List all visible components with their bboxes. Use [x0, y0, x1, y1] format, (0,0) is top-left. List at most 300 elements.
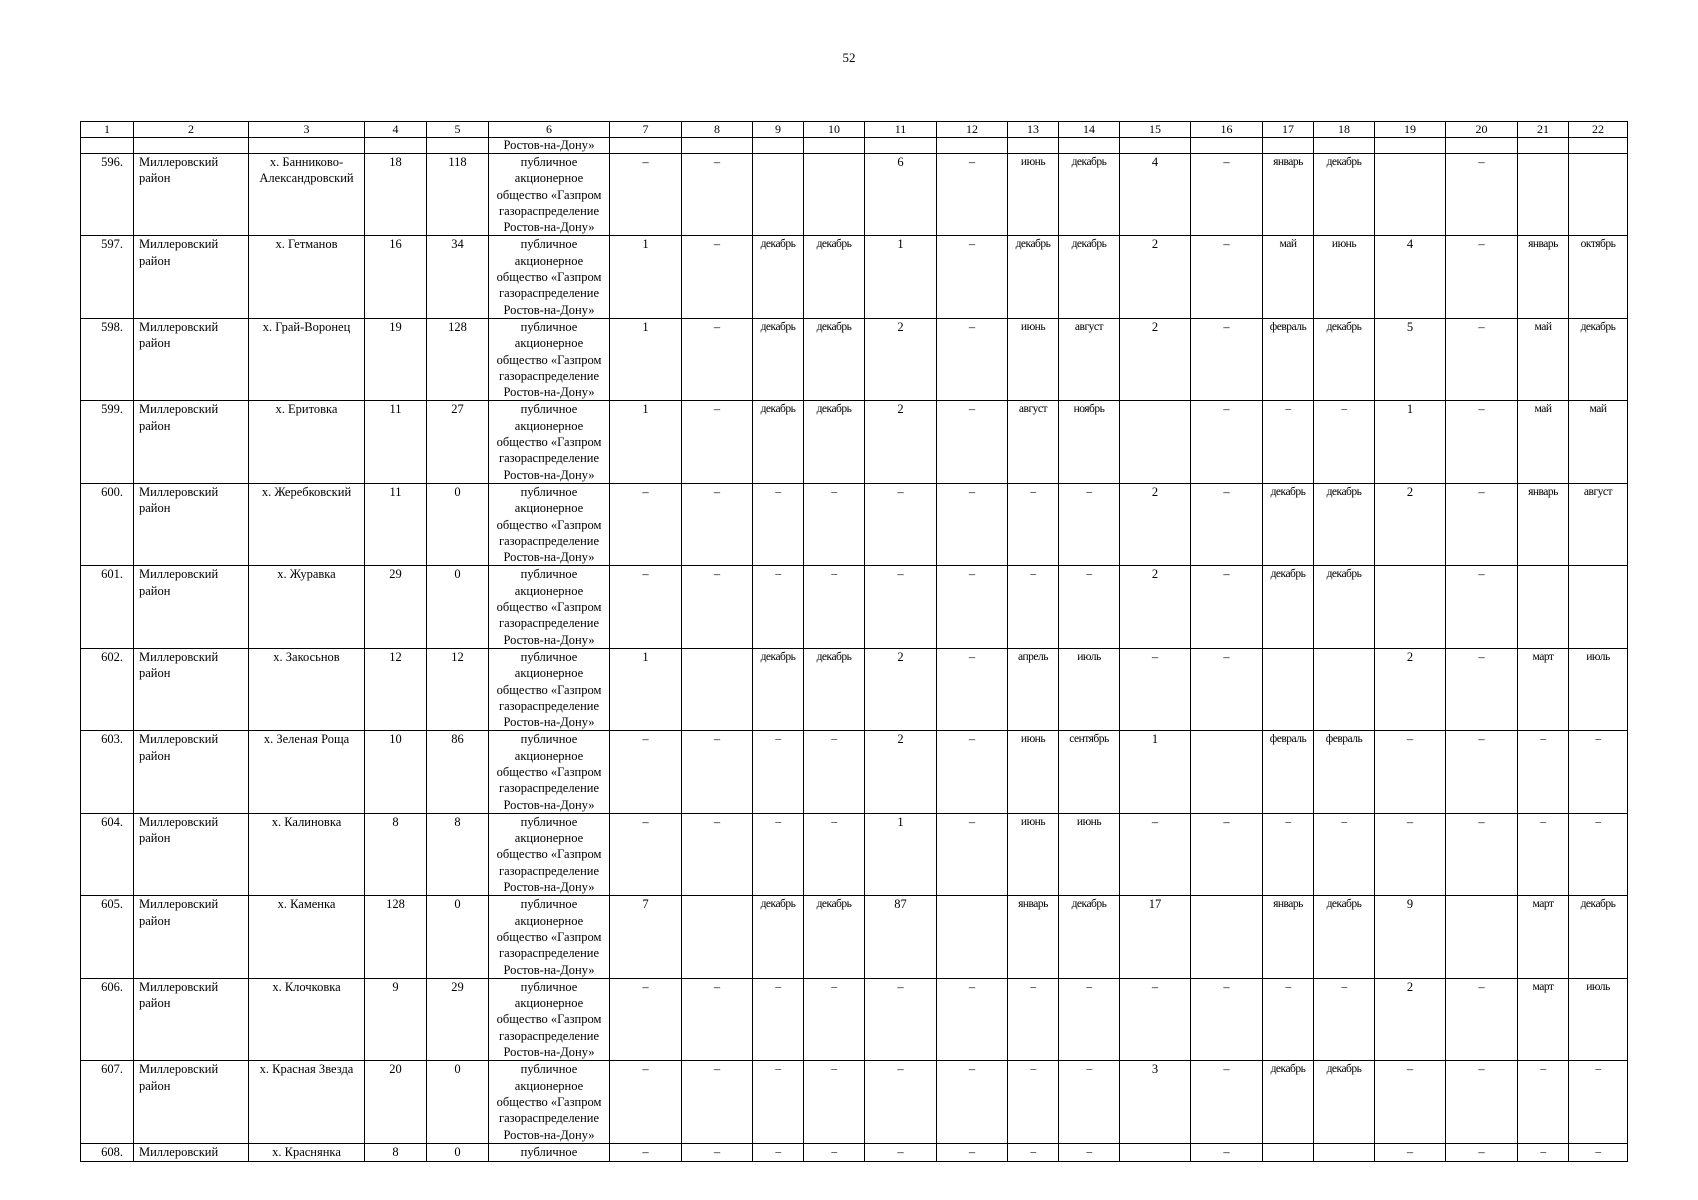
cell-col-6: публичное: [489, 1143, 610, 1161]
cell-col-18: [1314, 648, 1375, 730]
cell-col-12: 12: [937, 122, 1008, 138]
cell-col-20: –: [1446, 648, 1518, 730]
cell-col-1: 607.: [81, 1061, 134, 1143]
cell-col-11: 6: [865, 154, 937, 236]
cell-col-16: –: [1191, 401, 1263, 483]
cell-col-21: –: [1518, 1143, 1569, 1161]
cell-col-13: июнь: [1008, 731, 1059, 813]
cell-col-19: 5: [1375, 318, 1446, 400]
cell-col-16: –: [1191, 483, 1263, 565]
cell-col-4: 20: [365, 1061, 427, 1143]
cell-col-10: –: [804, 731, 865, 813]
cell-col-10: декабрь: [804, 236, 865, 318]
cell-col-1: 600.: [81, 483, 134, 565]
cell-col-18: –: [1314, 813, 1375, 895]
cell-col-18: [1314, 1143, 1375, 1161]
cell-col-7: 7: [610, 122, 682, 138]
cell-col-9: –: [753, 1143, 804, 1161]
cell-col-10: –: [804, 1061, 865, 1143]
cell-col-17: январь: [1263, 896, 1314, 978]
cell-col-8: –: [682, 1143, 753, 1161]
cell-col-19: [1375, 138, 1446, 154]
cell-col-2: Миллеровский район: [134, 1061, 249, 1143]
cell-col-11: –: [865, 1143, 937, 1161]
cell-col-19: –: [1375, 731, 1446, 813]
cell-col-11: –: [865, 978, 937, 1060]
cell-col-6: публичное акционерное общество «Газпром газораспределение Ростов-на-Дону»: [489, 401, 610, 483]
cell-col-17: февраль: [1263, 318, 1314, 400]
cell-col-12: –: [937, 648, 1008, 730]
cell-col-15: [1120, 1143, 1191, 1161]
cell-col-6: публичное акционерное общество «Газпром газораспределение Ростов-на-Дону»: [489, 896, 610, 978]
cell-col-7: 1: [610, 401, 682, 483]
table-row: [81, 731, 1628, 813]
cell-col-15: –: [1120, 813, 1191, 895]
cell-col-6: публичное акционерное общество «Газпром газораспределение Ростов-на-Дону»: [489, 566, 610, 648]
cell-col-19: –: [1375, 1061, 1446, 1143]
cell-col-14: сентябрь: [1059, 731, 1120, 813]
cell-col-9: [753, 138, 804, 154]
cell-col-14: декабрь: [1059, 154, 1120, 236]
cell-col-14: [1059, 138, 1120, 154]
cell-col-8: [682, 138, 753, 154]
cell-col-14: –: [1059, 483, 1120, 565]
cell-col-20: 20: [1446, 122, 1518, 138]
cell-col-11: 2: [865, 401, 937, 483]
cell-col-16: –: [1191, 566, 1263, 648]
cell-col-15: –: [1120, 648, 1191, 730]
cell-col-12: –: [937, 978, 1008, 1060]
cell-col-12: –: [937, 731, 1008, 813]
cell-col-22: декабрь: [1569, 318, 1628, 400]
cell-col-3: х. Клочковка: [249, 978, 365, 1060]
cell-col-19: –: [1375, 813, 1446, 895]
cell-col-11: 2: [865, 318, 937, 400]
cell-col-17: –: [1263, 813, 1314, 895]
cell-col-3: 3: [249, 122, 365, 138]
cell-col-6: публичное акционерное общество «Газпром газораспределение Ростов-на-Дону»: [489, 731, 610, 813]
cell-col-10: декабрь: [804, 318, 865, 400]
cell-col-20: [1446, 138, 1518, 154]
cell-col-10: декабрь: [804, 896, 865, 978]
cell-col-15: 4: [1120, 154, 1191, 236]
table-row: [81, 236, 1628, 318]
cell-col-2: Миллеровский район: [134, 154, 249, 236]
cell-col-7: –: [610, 154, 682, 236]
cell-col-8: 8: [682, 122, 753, 138]
cell-col-18: декабрь: [1314, 154, 1375, 236]
cell-col-9: декабрь: [753, 401, 804, 483]
cell-col-3: х. Красная Звезда: [249, 1061, 365, 1143]
cell-col-22: июль: [1569, 648, 1628, 730]
cell-col-20: –: [1446, 978, 1518, 1060]
continuation-row: [81, 138, 1628, 154]
cell-col-21: май: [1518, 318, 1569, 400]
cell-col-3: х. Закосьнов: [249, 648, 365, 730]
cell-col-13: июнь: [1008, 318, 1059, 400]
cell-col-13: июнь: [1008, 154, 1059, 236]
cell-col-21: март: [1518, 648, 1569, 730]
cell-col-15: 2: [1120, 483, 1191, 565]
cell-col-13: –: [1008, 978, 1059, 1060]
cell-col-20: –: [1446, 566, 1518, 648]
table-row: [81, 978, 1628, 1060]
cell-col-6: 6: [489, 122, 610, 138]
cell-col-3: х. Краснянка: [249, 1143, 365, 1161]
cell-col-12: –: [937, 1061, 1008, 1143]
cell-col-21: [1518, 154, 1569, 236]
cell-col-3: х. Еритовка: [249, 401, 365, 483]
cell-col-17: [1263, 138, 1314, 154]
cell-col-2: Миллеровский район: [134, 731, 249, 813]
cell-col-12: –: [937, 154, 1008, 236]
cell-col-7: –: [610, 731, 682, 813]
cell-col-12: –: [937, 483, 1008, 565]
cell-col-18: июнь: [1314, 236, 1375, 318]
cell-col-12: –: [937, 236, 1008, 318]
cell-col-10: –: [804, 813, 865, 895]
cell-col-14: –: [1059, 566, 1120, 648]
cell-col-7: –: [610, 813, 682, 895]
cell-col-15: 2: [1120, 236, 1191, 318]
cell-col-2: Миллеровский район: [134, 648, 249, 730]
cell-col-15: 17: [1120, 896, 1191, 978]
cell-col-4: 16: [365, 236, 427, 318]
cell-col-4: 11: [365, 401, 427, 483]
cell-col-20: –: [1446, 236, 1518, 318]
cell-col-14: –: [1059, 1061, 1120, 1143]
cell-col-7: –: [610, 978, 682, 1060]
cell-col-9: 9: [753, 122, 804, 138]
cell-col-15: 3: [1120, 1061, 1191, 1143]
cell-col-15: 2: [1120, 318, 1191, 400]
cell-col-17: –: [1263, 978, 1314, 1060]
cell-col-9: декабрь: [753, 896, 804, 978]
cell-col-1: [81, 138, 134, 154]
cell-col-22: –: [1569, 1143, 1628, 1161]
cell-col-12: [937, 138, 1008, 154]
cell-col-16: –: [1191, 236, 1263, 318]
cell-col-22: август: [1569, 483, 1628, 565]
cell-col-1: 1: [81, 122, 134, 138]
cell-col-21: май: [1518, 401, 1569, 483]
cell-col-6: публичное акционерное общество «Газпром газораспределение Ростов-на-Дону»: [489, 483, 610, 565]
cell-col-2: Миллеровский район: [134, 483, 249, 565]
cell-col-20: –: [1446, 1143, 1518, 1161]
cell-col-10: 10: [804, 122, 865, 138]
cell-col-2: Миллеровский район: [134, 978, 249, 1060]
cell-col-5: 0: [427, 1061, 489, 1143]
cell-col-16: [1191, 731, 1263, 813]
cell-col-4: 8: [365, 1143, 427, 1161]
cell-col-2: Миллеровский район: [134, 566, 249, 648]
cell-col-13: –: [1008, 483, 1059, 565]
cell-col-3: х. Калиновка: [249, 813, 365, 895]
cell-col-7: 1: [610, 648, 682, 730]
cell-col-2: Миллеровский район: [134, 318, 249, 400]
cell-col-9: декабрь: [753, 648, 804, 730]
cell-col-21: март: [1518, 978, 1569, 1060]
cell-col-2: Миллеровский район: [134, 236, 249, 318]
cell-col-18: –: [1314, 401, 1375, 483]
cell-col-2: Миллеровский район: [134, 401, 249, 483]
page-number: 52: [842, 50, 856, 65]
cell-col-17: декабрь: [1263, 483, 1314, 565]
cell-col-11: –: [865, 566, 937, 648]
cell-col-21: март: [1518, 896, 1569, 978]
cell-col-9: декабрь: [753, 318, 804, 400]
cell-col-14: –: [1059, 978, 1120, 1060]
cell-col-9: [753, 154, 804, 236]
table-row: [81, 813, 1628, 895]
cell-col-9: декабрь: [753, 236, 804, 318]
cell-col-2: Миллеровский район: [134, 896, 249, 978]
cell-col-4: 8: [365, 813, 427, 895]
cell-col-9: –: [753, 978, 804, 1060]
cell-col-8: –: [682, 566, 753, 648]
cell-col-18: –: [1314, 978, 1375, 1060]
cell-col-5: [427, 138, 489, 154]
cell-col-19: 4: [1375, 236, 1446, 318]
cell-col-17: декабрь: [1263, 1061, 1314, 1143]
cell-col-15: –: [1120, 978, 1191, 1060]
cell-col-22: –: [1569, 731, 1628, 813]
cell-col-20: –: [1446, 318, 1518, 400]
cell-col-22: [1569, 154, 1628, 236]
cell-col-4: 12: [365, 648, 427, 730]
cell-col-22: 22: [1569, 122, 1628, 138]
cell-col-6: публичное акционерное общество «Газпром газораспределение Ростов-на-Дону»: [489, 648, 610, 730]
cell-col-1: 608.: [81, 1143, 134, 1161]
cell-col-5: 34: [427, 236, 489, 318]
cell-col-16: –: [1191, 154, 1263, 236]
cell-col-12: –: [937, 566, 1008, 648]
cell-col-9: –: [753, 1061, 804, 1143]
cell-col-8: –: [682, 731, 753, 813]
cell-col-5: 128: [427, 318, 489, 400]
cell-col-7: 1: [610, 236, 682, 318]
cell-col-11: –: [865, 1061, 937, 1143]
cell-col-5: 0: [427, 483, 489, 565]
cell-col-19: 2: [1375, 648, 1446, 730]
cell-col-9: –: [753, 731, 804, 813]
cell-col-13: –: [1008, 1143, 1059, 1161]
cell-col-22: октябрь: [1569, 236, 1628, 318]
cell-col-1: 606.: [81, 978, 134, 1060]
cell-col-19: [1375, 566, 1446, 648]
cell-col-2: 2: [134, 122, 249, 138]
cell-col-1: 596.: [81, 154, 134, 236]
cell-col-5: 0: [427, 1143, 489, 1161]
cell-col-4: [365, 138, 427, 154]
cell-col-8: [682, 648, 753, 730]
cell-col-20: –: [1446, 401, 1518, 483]
cell-col-22: декабрь: [1569, 896, 1628, 978]
cell-col-1: 597.: [81, 236, 134, 318]
cell-col-3: х. Журавка: [249, 566, 365, 648]
cell-col-15: 15: [1120, 122, 1191, 138]
header-row: [81, 122, 1628, 138]
cell-col-10: –: [804, 1143, 865, 1161]
cell-col-18: декабрь: [1314, 483, 1375, 565]
cell-col-15: [1120, 401, 1191, 483]
cell-col-18: декабрь: [1314, 896, 1375, 978]
cell-col-16: –: [1191, 318, 1263, 400]
cell-col-5: 27: [427, 401, 489, 483]
cell-col-20: –: [1446, 483, 1518, 565]
cell-col-14: ноябрь: [1059, 401, 1120, 483]
cell-col-4: 11: [365, 483, 427, 565]
cell-col-19: 2: [1375, 483, 1446, 565]
cell-col-6: публичное акционерное общество «Газпром газораспределение Ростов-на-Дону»: [489, 154, 610, 236]
cell-col-19: 9: [1375, 896, 1446, 978]
cell-col-7: –: [610, 1061, 682, 1143]
cell-col-16: –: [1191, 1061, 1263, 1143]
cell-col-12: –: [937, 318, 1008, 400]
cell-col-4: 4: [365, 122, 427, 138]
cell-col-8: –: [682, 236, 753, 318]
cell-col-21: [1518, 566, 1569, 648]
cell-col-9: –: [753, 483, 804, 565]
cell-col-7: –: [610, 566, 682, 648]
cell-col-13: –: [1008, 566, 1059, 648]
cell-col-5: 29: [427, 978, 489, 1060]
cell-col-16: [1191, 896, 1263, 978]
cell-col-5: 118: [427, 154, 489, 236]
cell-col-1: 601.: [81, 566, 134, 648]
cell-col-13: [1008, 138, 1059, 154]
cell-col-18: 18: [1314, 122, 1375, 138]
cell-col-4: 9: [365, 978, 427, 1060]
table-row: [81, 154, 1628, 236]
table-row: [81, 318, 1628, 400]
cell-col-16: 16: [1191, 122, 1263, 138]
cell-col-11: [865, 138, 937, 154]
cell-col-11: 1: [865, 236, 937, 318]
cell-col-15: 1: [1120, 731, 1191, 813]
cell-col-6: публичное акционерное общество «Газпром газораспределение Ростов-на-Дону»: [489, 1061, 610, 1143]
cell-col-1: 602.: [81, 648, 134, 730]
cell-col-8: –: [682, 401, 753, 483]
cell-col-14: –: [1059, 1143, 1120, 1161]
cell-col-4: 18: [365, 154, 427, 236]
cell-col-17: февраль: [1263, 731, 1314, 813]
cell-col-21: январь: [1518, 236, 1569, 318]
cell-col-2: Миллеровский район: [134, 813, 249, 895]
table-row: [81, 566, 1628, 648]
cell-col-1: 605.: [81, 896, 134, 978]
cell-col-7: –: [610, 483, 682, 565]
cell-col-18: [1314, 138, 1375, 154]
cell-col-3: [249, 138, 365, 154]
cell-col-21: [1518, 138, 1569, 154]
cell-col-17: май: [1263, 236, 1314, 318]
cell-col-11: 2: [865, 648, 937, 730]
cell-col-20: –: [1446, 813, 1518, 895]
cell-col-9: –: [753, 566, 804, 648]
cell-col-1: 598.: [81, 318, 134, 400]
cell-col-7: 1: [610, 318, 682, 400]
cell-col-19: 2: [1375, 978, 1446, 1060]
cell-col-10: –: [804, 978, 865, 1060]
cell-col-17: 17: [1263, 122, 1314, 138]
cell-col-12: [937, 896, 1008, 978]
cell-col-18: декабрь: [1314, 566, 1375, 648]
cell-col-18: февраль: [1314, 731, 1375, 813]
cell-col-22: –: [1569, 1061, 1628, 1143]
cell-col-5: 12: [427, 648, 489, 730]
cell-col-4: 128: [365, 896, 427, 978]
cell-col-1: 603.: [81, 731, 134, 813]
cell-col-16: –: [1191, 813, 1263, 895]
cell-col-5: 0: [427, 566, 489, 648]
cell-col-21: 21: [1518, 122, 1569, 138]
cell-col-20: –: [1446, 1061, 1518, 1143]
cell-col-10: декабрь: [804, 648, 865, 730]
table-row: [81, 401, 1628, 483]
cell-col-11: 87: [865, 896, 937, 978]
cell-col-17: [1263, 1143, 1314, 1161]
cell-col-7: [610, 138, 682, 154]
cell-col-6: публичное акционерное общество «Газпром газораспределение Ростов-на-Дону»: [489, 813, 610, 895]
cell-col-14: июнь: [1059, 813, 1120, 895]
cell-col-14: декабрь: [1059, 896, 1120, 978]
cell-col-10: –: [804, 483, 865, 565]
cell-col-1: 599.: [81, 401, 134, 483]
cell-col-4: 10: [365, 731, 427, 813]
cell-col-8: –: [682, 318, 753, 400]
cell-col-8: –: [682, 1061, 753, 1143]
cell-col-21: январь: [1518, 483, 1569, 565]
cell-col-16: [1191, 138, 1263, 154]
cell-col-2: [134, 138, 249, 154]
cell-col-6: публичное акционерное общество «Газпром газораспределение Ростов-на-Дону»: [489, 236, 610, 318]
cell-col-3: х. Жеребковский: [249, 483, 365, 565]
cell-col-10: [804, 154, 865, 236]
cell-col-21: –: [1518, 1061, 1569, 1143]
table-row: [81, 1061, 1628, 1143]
cell-col-3: х. Каменка: [249, 896, 365, 978]
cell-col-16: –: [1191, 978, 1263, 1060]
cell-col-5: 8: [427, 813, 489, 895]
cell-col-22: –: [1569, 813, 1628, 895]
cell-col-3: х. Гетманов: [249, 236, 365, 318]
cell-col-11: 2: [865, 731, 937, 813]
cell-col-17: –: [1263, 401, 1314, 483]
cell-col-22: май: [1569, 401, 1628, 483]
cell-col-10: [804, 138, 865, 154]
cell-col-13: 13: [1008, 122, 1059, 138]
cell-col-14: 14: [1059, 122, 1120, 138]
cell-col-10: декабрь: [804, 401, 865, 483]
cell-col-17: декабрь: [1263, 566, 1314, 648]
cell-col-22: [1569, 566, 1628, 648]
cell-col-15: 2: [1120, 566, 1191, 648]
cell-col-4: 19: [365, 318, 427, 400]
cell-col-14: декабрь: [1059, 236, 1120, 318]
table-row: [81, 896, 1628, 978]
cell-col-8: [682, 896, 753, 978]
cell-col-5: 5: [427, 122, 489, 138]
cell-col-20: –: [1446, 731, 1518, 813]
cell-col-20: [1446, 896, 1518, 978]
cell-col-16: –: [1191, 1143, 1263, 1161]
cell-col-22: июль: [1569, 978, 1628, 1060]
cell-col-13: август: [1008, 401, 1059, 483]
cell-col-20: –: [1446, 154, 1518, 236]
cell-col-3: х. Банниково-Александровский: [249, 154, 365, 236]
cell-col-7: –: [610, 1143, 682, 1161]
